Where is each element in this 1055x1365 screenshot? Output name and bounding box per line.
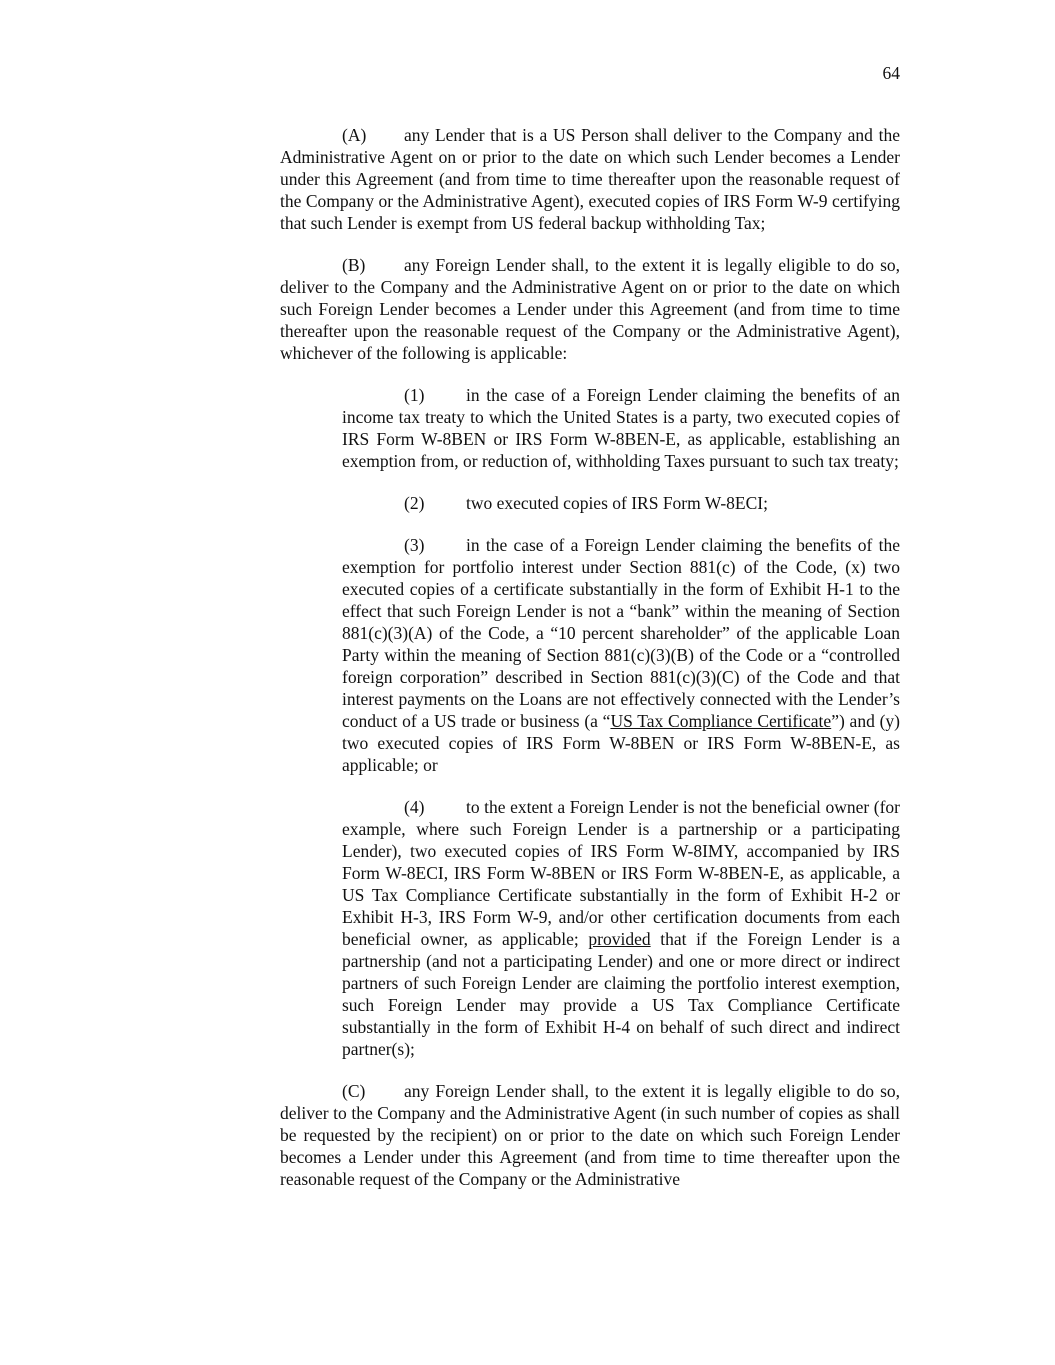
defined-term: US Tax Compliance Certificate: [610, 711, 832, 731]
paragraph-label: (4): [404, 797, 425, 817]
paragraph-text-end: that if the Foreign Lender is a partnership (and not a participating Lender) and one or more direct or indirect partners of such Foreign Lender are claiming the portfolio interest exemption, such Foreign Lender may provide a US Tax Compliance Certificate substantially in the form of Exhibit H-4 on behalf of such direct and indirect partner(s);: [342, 929, 900, 1059]
document-body: [280, 124, 900, 1210]
paragraph-label: (A): [342, 125, 367, 145]
paragraph-b-3: [342, 534, 900, 776]
paragraph-b: [280, 254, 900, 364]
paragraph-label: (C): [342, 1081, 366, 1101]
paragraph-b-2: [342, 492, 900, 514]
paragraph-text-start: to the extent a Foreign Lender is not the beneficial owner (for example, where such Foreign Lender is a partnership or a participating Lender), two executed copies of IRS Form W-8IMY, accompanied by IRS Form W-8ECI, IRS Form W-8BEN or IRS Form W-8BEN-E, as applicable, a US Tax Compliance Certificate substantially in the form of Exhibit H-2 or Exhibit H-3, IRS Form W-9, and/or other certification documents from each beneficial owner, as applicable;: [342, 797, 900, 949]
paragraph-text: any Foreign Lender shall, to the extent it is legally eligible to do so, deliver to the Company and the Administrative Agent on or prior to the date on which such Foreign Lender becomes a Lender under this Agreement (and from time to time thereafter upon the reasonable request of the Company or the Administrative Agent), whichever of the following is applicable:: [280, 255, 900, 363]
paragraph-text: two executed copies of IRS Form W-8ECI;: [466, 493, 768, 513]
paragraph-b-1: [342, 384, 900, 472]
paragraph-text-start: in the case of a Foreign Lender claiming the benefits of the exemption for portfolio interest under Section 881(c) of the Code, (x) two executed copies of a certificate substantially in the form of Exhibit H-1 to the effect that such Foreign Lender is not a “bank” within the meaning of Section 881(c)(3)(A) of the Code, a “10 percent shareholder” of the applicable Loan Party within the meaning of Section 881(c)(3)(B) of the Code or a “controlled foreign corporation” described in Section 881(c)(3)(C) of the Code and that interest payments on the Loans are not effectively connected with the Lender’s conduct of a US trade or business (a “: [342, 535, 900, 731]
paragraph-c: [280, 1080, 900, 1190]
paragraph-text: any Foreign Lender shall, to the extent it is legally eligible to do so, deliver to the Company and the Administrative Agent (in such number of copies as shall be requested by the recipient) on or prior to the date on which such Foreign Lender becomes a Lender under this Agreement (and from time to time thereafter upon the reasonable request of the Company or the Administrative: [280, 1081, 900, 1189]
paragraph-text: in the case of a Foreign Lender claiming the benefits of an income tax treaty to which the United States is a party, two executed copies of IRS Form W-8BEN or IRS Form W-8BEN-E, as applicable, establishing an exemption from, or reduction of, withholding Taxes pursuant to such tax treaty;: [342, 385, 900, 471]
paragraph-text: any Lender that is a US Person shall deliver to the Company and the Administrative Agent on or prior to the date on which such Lender becomes a Lender under this Agreement (and from time to time thereafter upon the reasonable request of the Company or the Administrative Agent), executed copies of IRS Form W-9 certifying that such Lender is exempt from US federal backup withholding Tax;: [280, 125, 900, 233]
paragraph-text-end: ”) and (y) two executed copies of IRS Form W-8BEN or IRS Form W-8BEN-E, as applicable; or: [342, 711, 900, 775]
page-number: 64: [882, 63, 900, 83]
paragraph-label: (B): [342, 255, 366, 275]
paragraph-a: [280, 124, 900, 234]
paragraph-b-4: [342, 796, 900, 1060]
paragraph-label: (3): [404, 535, 425, 555]
underlined-proviso: provided: [588, 929, 651, 949]
paragraph-label: (2): [404, 493, 425, 513]
paragraph-label: (1): [404, 385, 425, 405]
